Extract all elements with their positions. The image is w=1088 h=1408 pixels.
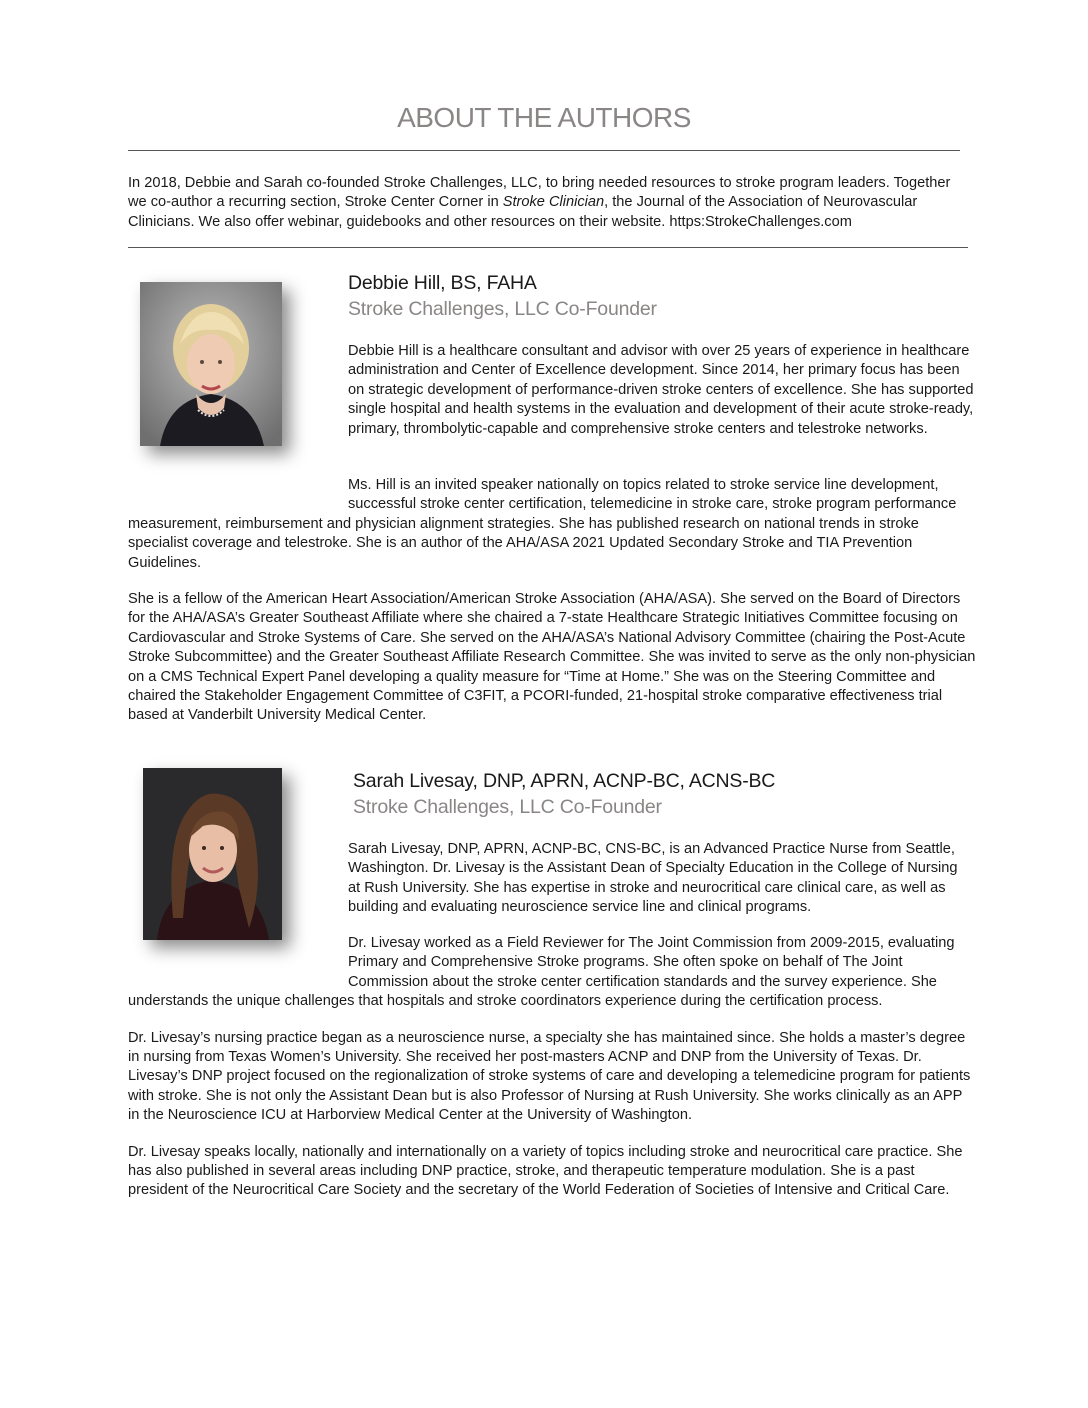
bio-paragraph-debbie-1: Debbie Hill is a healthcare consultant and advisor with over 25 years of experience in healthcare administration and Center of Excellence development. Since 2014, her primary focus has been on strategic development of performance-driven stroke centers of excellence. She has supported single hospital and health systems in the evaluation and development of their acute stroke-ready, primary, thrombolytic-capable and comprehensive stroke centers and telestroke networks.: [348, 343, 974, 437]
author-photo-debbie: [140, 282, 282, 446]
page-title: ABOUT THE AUTHORS: [397, 102, 691, 133]
intro-paragraph: [128, 174, 973, 232]
author-name-sarah: Sarah Livesay, DNP, APRN, ACNP-BC, ACNS-BC: [353, 770, 776, 792]
portrait-brunette-woman-icon: [143, 768, 282, 940]
journal-title: Stroke Clinician: [502, 194, 605, 211]
intro-divider: [128, 247, 968, 248]
author-name-debbie: Debbie Hill, BS, FAHA: [348, 272, 537, 294]
author-photo-sarah: [143, 768, 282, 940]
bio-block-debbie: [128, 476, 977, 726]
title-divider: [128, 150, 960, 151]
author-role-debbie: Stroke Challenges, LLC Co-Founder: [348, 298, 657, 320]
author-role-sarah: Stroke Challenges, LLC Co-Founder: [353, 796, 662, 818]
bio-block-sarah: [128, 934, 977, 1201]
bio-paragraph-sarah-3: Dr. Livesay’s nursing practice began as a neuroscience nurse, a specialty she has maintained since. She holds a master’s degree in nursing from Texas Women’s University. She received her post-masters ACNP and DNP from the University of Texas. Dr. Livesay’s DNP project focused on the regionalization of stroke systems of care and developing a telemedicine program for patients with stroke. She is not only the Assistant Dean but is also Professor of Nursing at Rush University. She works clinically as an APP in the Neuroscience ICU at Harborview Medical Center at the University of Washington.: [128, 1029, 971, 1124]
portrait-blonde-woman-icon: [140, 282, 282, 446]
bio-paragraph-sarah-4: Dr. Livesay speaks locally, nationally and internationally on a variety of topics including stroke and neurocritical care practice. She has also published in several areas including DNP practice, stroke, and therapeutic temperature modulation. She is a past president of the Neurocritical Care Society and the secretary of the World Federation of Societies of Intensive and Critical Care.: [128, 1143, 963, 1199]
bio-paragraph-debbie-3: She is a fellow of the American Heart Association/American Stroke Association (AHA/ASA). She served on the Board of Directors for the AHA/ASA’s Greater Southeast Affiliate where she chaired a 7-state Healthcare Strategic Initiatives Committee focusing on Cardiovascular and Stroke Systems of Care. She served on the AHA/ASA’s National Advisory Committee (chairing the Post-Acute Stroke Subcommittee) and the Greater Southeast Affiliate Research Committee. She was invited to serve as the only non-physician on a CMS Technical Expert Panel developing a quality measure for “Time at Home.” She was on the Steering Committee and chaired the Stakeholder Engagement Committee of C3FIT, a PCORI-funded, 21-hospital stroke comparative effectiveness trial based at Vanderbilt University Medical Center.: [128, 591, 976, 724]
intro-text-end: , the Journal of the Association of Neurovascular Clinicians. We also offer webinar, guidebooks and other resources on their website. https:StrokeChallenges.com: [128, 194, 918, 230]
bio-paragraph-sarah-1: Sarah Livesay, DNP, APRN, ACNP-BC, CNS-BC, is an Advanced Practice Nurse from Seattle, Washington. Dr. Livesay is the Assistant Dean of Specialty Education in the College of Nursing at Rush University. She has expertise in stroke and neurocritical care clinical care, as well as building and evaluating neuroscience service line and clinical programs.: [348, 841, 958, 916]
intro-text-start: In 2018, Debbie and Sarah co-founded Stroke Challenges, LLC, to bring needed resources to stroke program leaders. Together we co-author a recurring section, Stroke Center Corner in: [128, 175, 951, 211]
bio-paragraph-debbie-2: Ms. Hill is an invited speaker nationally on topics related to stroke service line development, successful stroke center certification, telemedicine in stroke care, stroke program performance measurement, reimbursement and physician alignment strategies. She has published research on national trends in stroke specialist coverage and telestroke. She is an author of the AHA/ASA 2021 Updated Secondary Stroke and TIA Prevention Guidelines.: [128, 477, 957, 571]
bio-paragraph-sarah-2: Dr. Livesay worked as a Field Reviewer for The Joint Commission from 2009-2015, evaluating Primary and Comprehensive Stroke programs. She often spoke on behalf of The Joint Commission about the stroke center certification standards and the survey experience. She understands the unique challenges that hospitals and stroke coordinators experience during the certification process.: [128, 935, 955, 1010]
